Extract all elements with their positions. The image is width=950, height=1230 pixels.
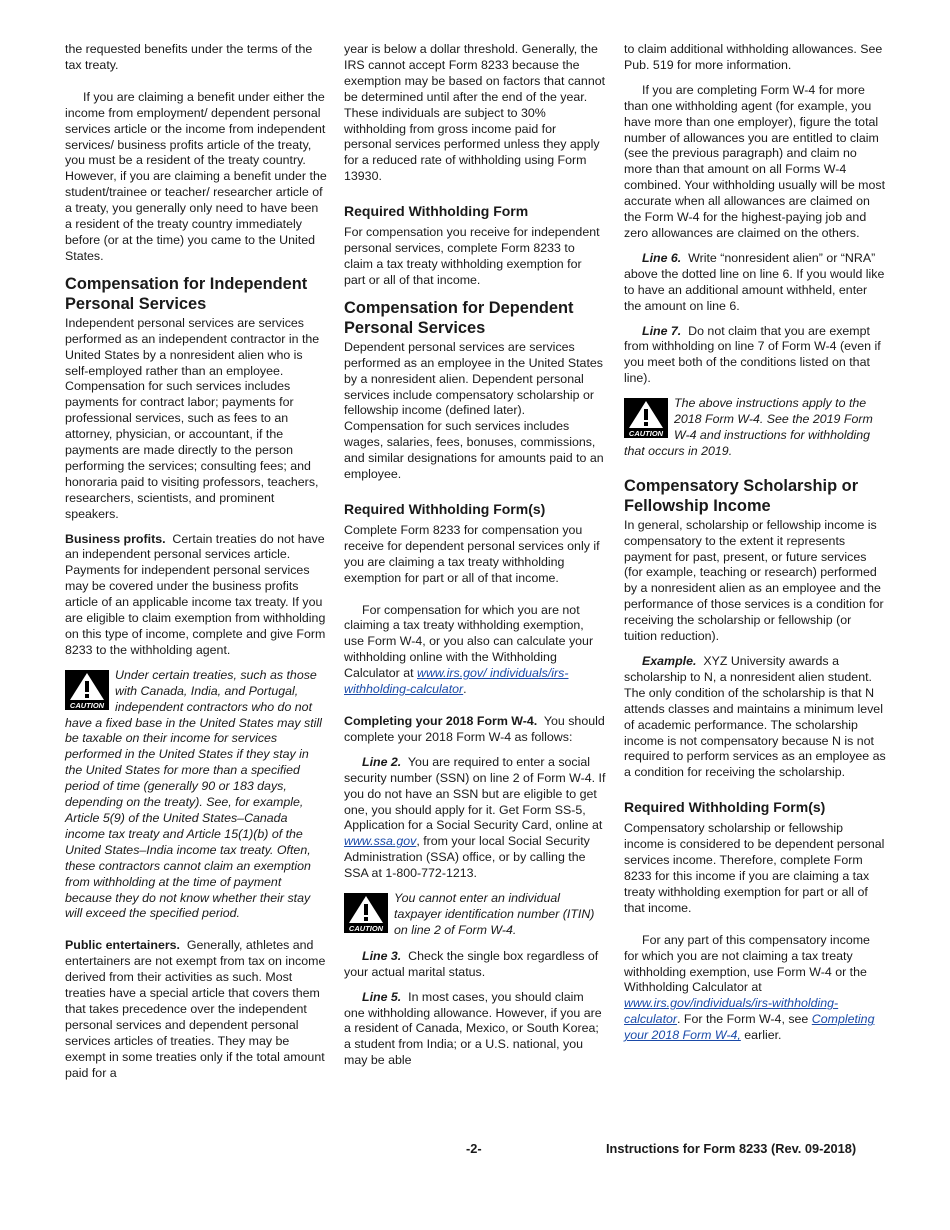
run-in-heading: Example. [642,654,697,668]
paragraph: If you are claiming a benefit under either the income from employment/ dependent personal services article or the income from independent services/ business profits article of the treaty, you must be a resident of the treaty country. However, if you are claiming a benefit under the student/trainee or teacher/ researcher article of a treaty, you generally only need to have been a resident of the treaty country immediately before (or at the time) you came to the United States. [65,89,327,263]
paragraph: In general, scholarship or fellowship income is compensatory to the extent it represents payment for past, present, or future services (for example, teaching or research) performed by a nonresident alien as an employee and the performance of those services is a condition for receiving the scholarship or fellowship (or tuition reduction). [624,517,884,644]
page-number: -2- [466,1141,482,1156]
paragraph-line-5: Line 5. In most cases, you should claim one withholding allowance. However, if you are a resident of Canada, Mexico, or South Korea; a student from India; or a U.S. national, you may be able [344,989,602,1068]
heading-independent-services: Compensation for Independent Personal Services [65,274,308,313]
heading-required-withholding-form: Required Withholding Form [344,203,529,220]
paragraph: Independent personal services are services performed as an independent contractor in the United States by a nonresident alien who is self-employed rather than an employee. Compensation for such services includes payments for contract labor; payments for professional services, such as fees to an attorney, physician, or accountant, if the payments are made directly to the person performing the services; consulting fees; and honoraria paid to visiting professors, teachers, researchers, scientists, and prominent speakers. [65,315,320,521]
heading-dependent-services: Compensation for Dependent Personal Services [344,298,574,337]
caution-text: The above instructions apply to the 2018 Form W-4. See the 2019 Form W-4 and instructions for withholding that occurs in 2019. [624,396,873,458]
paragraph: the requested benefits under the terms of the tax treaty. [65,42,313,72]
caution-icon [65,670,109,710]
paragraph-example: Example. XYZ University awards a scholarship to N, a nonresident alien student. The only condition of the scholarship is that N attends classes and maintains a minimum level of academic performance. The scholarship income is not compensatory because N is not required to perform services as an employee as a condition for receiving the scholarship. [624,654,886,780]
run-in-heading: Line 3. [362,948,402,963]
run-in-heading: Business profits. [65,531,166,546]
paragraph: Compensatory scholarship or fellowship income is considered to be dependent personal services income. Therefore, complete Form 8233 for this income if you are claiming a tax treaty withholding exemption for part or all of that income. [624,821,885,915]
caution-text: You cannot enter an individual taxpayer identification number (ITIN) on line 2 of Form W-4. [394,891,595,937]
column-3 [624,42,886,1053]
caution-icon [344,893,388,933]
run-in-heading: Completing your 2018 Form W-4. [344,714,538,728]
paragraph-business-profits [65,532,327,659]
paragraph: For compensation for which you are not claiming a tax treaty withholding exemption, use Form W-4, or you also can calculate your withholding online with the Withholding Calculator at www.irs.gov/ individuals/irs-withholding-calculator. [344,602,594,697]
heading-scholarship: Compensatory Scholarship or Fellowship Income [624,476,859,515]
paragraph: Dependent personal services are services performed as an employee in the United States by a nonresident alien. Dependent personal services include compensatory scholarship or fellowship income (defined later). Compensation for such services includes wages, salaries, fees, bonuses, commissions, and similar designations for amounts paid to an employee. [344,339,604,482]
caution-label: CAUTION [69,700,105,710]
caution-note [344,891,606,939]
caution-text: Under certain treaties, such as those with Canada, India, and Portugal, independent contractors who do not have a fixed base in the United States may still be taxable on their income for services performed in the United States if they stay in the United States for more than a specified period of time (generally 90 or 183 days, depending on the treaty). See, for example, Article 5(9) of the United States–Canada income tax treaty and Article 15(1)(b) of the United States–India income tax treaty. Often, these contractors cannot claim an exemption from withholding at the time of payment because they do not know whether their stay will exceed the specified period. [65,667,322,921]
paragraph-text: Certain treaties do not have an independent personal services article. Payments for independent personal services may be covered under the business profits article of an applicable income tax treaty. If you are eligible to claim exemption from withholding on this type of income, complete and give Form 8233 to the withholding agent. [65,531,326,657]
paragraph-line-7: Line 7. Do not claim that you are exempt from withholding on line 7 of Form W-4 (even if you meet both of the conditions listed on that line). [624,323,881,386]
withholding-calculator-link[interactable]: www.irs.gov/individuals/irs-withholding-calculator [624,996,839,1027]
paragraph: Complete Form 8233 for compensation you receive for dependent personal services only if you are claiming a tax treaty withholding exemption for part or all of that income. [344,522,600,585]
paragraph-completing-w4: Completing your 2018 Form W-4. You should complete your 2018 Form W-4 as follows: [344,714,605,744]
withholding-calculator-link[interactable]: www.irs.gov/ individuals/irs-withholding-calculator [344,666,569,697]
caution-icon [624,398,668,438]
column-2 [344,42,606,1078]
caution-label: CAUTION [628,429,664,439]
paragraph: For any part of this compensatory income for which you are not claiming a tax treaty withholding exemption, use Form W-4 or the Withholding Calculator at www.irs.gov/individuals/irs-withholding-calculator. For the Form W-4, see Completing your 2018 Form W-4, earlier. [624,932,875,1043]
paragraph: For compensation you receive for independent personal services, complete Form 8233 to claim a tax treaty withholding exemption for part or all of that income. [344,225,600,287]
paragraph-line-6: Line 6. Write “nonresident alien” or “NRA” above the dotted line on line 6. If you would like to have an additional amount withheld, enter the amount on line 6. [624,250,885,313]
paragraph-line-3: Line 3. Check the single box regardless of your actual marital status. [344,948,599,979]
caution-label: CAUTION [348,924,384,934]
column-1 [65,42,327,1090]
footer-title: Instructions for Form 8233 (Rev. 09-2018) [606,1141,857,1156]
paragraph-public-entertainers [65,938,327,1081]
caution-note [624,396,886,460]
run-in-heading: Line 5. [362,989,402,1004]
completing-w4-link[interactable]: Completing your 2018 Form W-4, [624,1012,875,1043]
heading-required-withholding-forms: Required Withholding Form(s) [624,799,826,816]
run-in-heading: Line 6. [642,250,682,265]
run-in-heading: Line 2. [362,754,402,769]
paragraph: to claim additional withholding allowances. See Pub. 519 for more information. [624,42,883,72]
run-in-heading: Line 7. [642,323,682,338]
ssa-link[interactable]: www.ssa.gov [344,834,417,849]
run-in-heading: Public entertainers. [65,938,180,953]
paragraph-line-2: Line 2. You are required to enter a social security number (SSN) on line 2 of Form W-4. If you do not have an SSN but are eligible to get one, you should apply for it. Get Form SS-5, Application for a Social Security Card, online at www.ssa.gov, from your local Social Security Administration (SSA) office, or by calling the SSA at 1-800-772-1213. [344,754,606,881]
caution-note [65,668,327,923]
heading-required-withholding-forms: Required Withholding Form(s) [344,500,546,517]
paragraph-text: Generally, athletes and entertainers are not exempt from tax on income derived from their activities as such. Most treaties have a special article that covers them that takes precedence over the independent personal services and dependent personal services articles of treaties. They may be exempt in some treaties only if the total amount paid for a [65,938,326,1080]
paragraph: If you are completing Form W-4 for more than one withholding agent (for example, you have more than one employer), figure the total number of allowances you are entitled to claim (see the previous paragraph) and claim no more than that amount on all Forms W-4 combined. Your withholding usually will be most accurate when all allowances are claimed on the Form W-4 for the highest-paying job and zero allowances are claimed on the others. [624,82,886,240]
paragraph: year is below a dollar threshold. Generally, the IRS cannot accept Form 8233 because the exemption may be based on factors that cannot be determined until after the end of the year. These individuals are subject to 30% withholding from gross income paid for personal services performed unless they apply for a reduced rate of withholding using Form 13930. [344,42,606,184]
